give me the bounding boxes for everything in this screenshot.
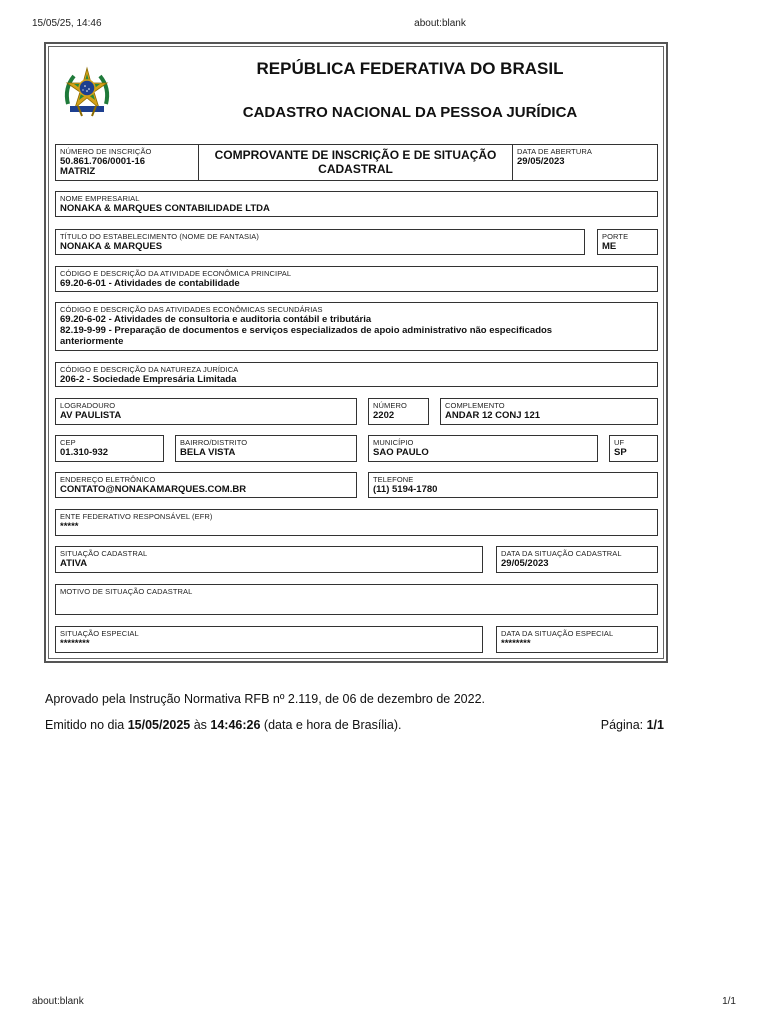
atividade-secundaria-item: 82.19-9-99 - Preparação de documentos e serviços especializados de apoio administrativo não especificados [60,325,553,336]
registry-heading: CADASTRO NACIONAL DA PESSOA JURÍDICA [242,104,578,121]
atividades-secundarias-list [60,314,651,347]
nome-empresarial-field [55,191,658,217]
atividade-secundaria-item-continued: anteriormente [60,336,124,347]
print-footer-url: about:blank [32,996,84,1007]
data-situacao-cadastral-field [496,546,658,573]
porte-label: PORTE [602,232,629,241]
emission-at: às [190,718,211,732]
logradouro-label: LOGRADOURO [60,401,116,410]
data-situacao-cadastral-value: 29/05/2023 [501,558,549,569]
document-title [199,148,512,176]
data-situacao-especial-field [496,626,658,653]
cep-field [55,435,164,462]
complemento-value: ANDAR 12 CONJ 121 [445,410,541,421]
inscricao-field [55,144,199,181]
uf-label: UF [614,438,625,447]
atividades-secundarias-label: CÓDIGO E DESCRIÇÃO DAS ATIVIDADES ECONÔMICAS SECUNDÁRIAS [60,305,323,314]
document-title-box [198,144,513,181]
brazil-coat-of-arms-icon [60,66,114,120]
emission-info [45,718,402,732]
fantasia-value: NONAKA & MARQUES [60,241,163,252]
telefone-label: TELEFONE [373,475,414,484]
natureza-juridica-field [55,362,658,387]
efr-field [55,509,658,536]
nome-empresarial-label: NOME EMPRESARIAL [60,194,140,203]
email-label: ENDEREÇO ELETRÔNICO [60,475,156,484]
atividades-secundarias-field [55,302,658,351]
situacao-cadastral-field [55,546,483,573]
motivo-situacao-label: MOTIVO DE SITUAÇÃO CADASTRAL [60,587,193,596]
logradouro-value: AV PAULISTA [60,410,122,421]
data-situacao-especial-label: DATA DA SITUAÇÃO ESPECIAL [501,629,614,638]
emission-suffix: (data e hora de Brasília). [260,718,402,732]
fantasia-label: TÍTULO DO ESTABELECIMENTO (NOME DE FANTASIA) [60,232,260,241]
efr-label: ENTE FEDERATIVO RESPONSÁVEL (EFR) [60,512,213,521]
nome-empresarial-value: NONAKA & MARQUES CONTABILIDADE LTDA [60,203,270,214]
document-title-line2: CADASTRAL [318,162,393,176]
situacao-especial-value: ******** [60,638,90,649]
abertura-value: 29/05/2023 [517,156,565,167]
print-datetime: 15/05/25, 14:46 [32,18,102,29]
email-value: CONTATO@NONAKAMARQUES.COM.BR [60,484,247,495]
uf-value: SP [614,447,627,458]
abertura-field [512,144,658,181]
cep-label: CEP [60,438,76,447]
atividade-secundaria-item: 69.20-6-02 - Atividades de consultoria e auditoria contábil e tributária [60,314,372,325]
porte-field [597,229,658,255]
atividade-principal-field [55,266,658,292]
emission-prefix: Emitido no dia [45,718,128,732]
situacao-especial-label: SITUAÇÃO ESPECIAL [60,629,139,638]
approval-note: Aprovado pela Instrução Normativa RFB nº 2.119, de 06 de dezembro de 2022. [45,692,486,706]
situacao-cadastral-label: SITUAÇÃO CADASTRAL [60,549,148,558]
cep-value: 01.310-932 [60,447,109,458]
municipio-value: SAO PAULO [373,447,429,458]
fantasia-field [55,229,585,255]
municipio-label: MUNICÍPIO [373,438,414,447]
natureza-juridica-label: CÓDIGO E DESCRIÇÃO DA NATUREZA JURÍDICA [60,365,239,374]
motivo-situacao-field [55,584,658,615]
municipio-field [368,435,598,462]
abertura-label: DATA DE ABERTURA [517,147,592,156]
atividade-principal-label: CÓDIGO E DESCRIÇÃO DA ATIVIDADE ECONÔMICA PRINCIPAL [60,269,292,278]
porte-value: ME [602,241,617,252]
bairro-value: BELA VISTA [180,447,236,458]
data-situacao-cadastral-label: DATA DA SITUAÇÃO CADASTRAL [501,549,622,558]
numero-label: NÚMERO [373,401,407,410]
emission-date: 15/05/2025 [127,718,191,732]
logradouro-field [55,398,357,425]
data-situacao-especial-value: ******** [501,638,531,649]
inscricao-type: MATRIZ [60,166,96,177]
emission-time: 14:46:26 [210,718,261,732]
atividade-principal-value: 69.20-6-01 - Atividades de contabilidade [60,278,240,289]
telefone-value: (11) 5194-1780 [373,484,438,495]
telefone-field [368,472,658,498]
complemento-field [440,398,658,425]
inscricao-number: 50.861.706/0001-16 [60,156,146,167]
print-title: about:blank [414,18,466,29]
numero-value: 2202 [373,410,395,421]
page-label: Página: [600,718,647,732]
email-field [55,472,357,498]
complemento-label: COMPLEMENTO [445,401,505,410]
situacao-especial-field [55,626,483,653]
page-info [601,718,664,732]
print-footer-page: 1/1 [722,996,736,1007]
uf-field [609,435,658,462]
inscricao-label: NÚMERO DE INSCRIÇÃO [60,147,152,156]
document-title-line1: COMPROVANTE DE INSCRIÇÃO E DE SITUAÇÃO [214,148,497,162]
bairro-field [175,435,357,462]
republic-heading: REPÚBLICA FEDERATIVA DO BRASIL [256,59,564,78]
bairro-label: BAIRRO/DISTRITO [180,438,248,447]
numero-field [368,398,429,425]
page-value: 1/1 [646,718,664,732]
natureza-juridica-value: 206-2 - Sociedade Empresária Limitada [60,374,237,385]
situacao-cadastral-value: ATIVA [60,558,88,569]
efr-value: ***** [60,521,79,532]
